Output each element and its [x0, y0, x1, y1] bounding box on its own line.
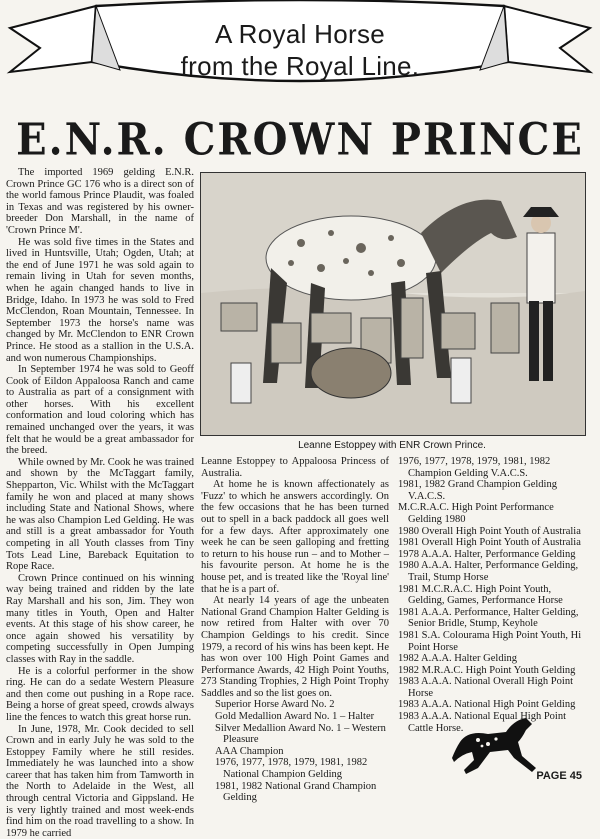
banner-text [0, 18, 600, 82]
list-item: 1981, 1982 Grand Champion Gelding V.A.C.S. [398, 479, 584, 502]
text-column-2 [201, 456, 389, 804]
list-item: 1980 A.A.A. Halter, Performance Gelding, Trail, Stump Horse [398, 560, 584, 583]
awards-list [398, 456, 584, 734]
list-item: 1981 M.C.R.A.C. High Point Youth, Gelding, Games, Performance Horse [398, 584, 584, 607]
list-item: 1983 A.A.A. National Overall High Point Horse [398, 676, 584, 699]
paragraph: While owned by Mr. Cook he was trained and shown by the McTaggart family, Shepparton, Vic. Whilst with the McTaggart family he won and placed at many shows including State and National Shows, where he was also Champion Led Gelding. He was and still is a great ambassador for Youth competing in all Youth classes from Tiny Tots Lead Line, Bareback Equitation to Rope Race. [6, 457, 194, 573]
banner-line-2: from the Royal Line. [0, 50, 600, 82]
photo-caption: Leanne Estoppey with ENR Crown Prince. [200, 440, 584, 451]
paragraph: In September 1974 he was sold to Geoff Cook of Eildon Appaloosa Ranch and came to Australia as part of a consignment with other horses. With his excellent conformation and loud coloring which has remained unchanged over the years, it was felt that he would be a great ambassador for the breed. [6, 364, 194, 457]
list-item: 1981 S.A. Colourama High Point Youth, Hi Point Horse [398, 630, 584, 653]
list-item: Silver Medallion Award No. 1 – Western Pleasure [201, 723, 389, 746]
list-item: AAA Champion [201, 746, 389, 758]
list-item: Gold Medallion Award No. 1 – Halter [201, 711, 389, 723]
paragraph: He is a colorful performer in the show ring. He can do a sedate Western Pleasure and then come out pushing in a Rope race. Being a horse of great speed, crowds always line the fences to watch this great horse run. [6, 666, 194, 724]
article-title: E.N.R. CROWN PRINCE [0, 114, 600, 166]
text-column-3 [398, 456, 584, 734]
list-item: 1982 M.R.A.C. High Point Youth Gelding [398, 665, 584, 677]
list-item: 1981 Overall High Point Youth of Australia [398, 537, 584, 549]
paragraph: He was sold five times in the States and lived in Huntsville, Utah; Ogden, Utah; at the end of June 1971 he was sold again to remain living in Utah for seven months, when he again changed hands to live in Bridge, Idaho. In 1973 he was sold to Fred McClendon, Roan Mountain, Tennessee. In September 1973 the horse's name was changed by Mr. McClendon to ENR Crown Prince. He stood as a stallion in the U.S.A. and won numerous Championships. [6, 237, 194, 365]
photo-illustration [201, 173, 585, 435]
list-item: 1980 Overall High Point Youth of Australia [398, 526, 584, 538]
list-item: 1982 A.A.A. Halter Gelding [398, 653, 584, 665]
list-item: 1976, 1977, 1978, 1979, 1981, 1982 Champion Gelding V.A.C.S. [398, 456, 584, 479]
text-column-1 [6, 167, 194, 839]
galloping-horse-icon [448, 712, 544, 782]
page-number: PAGE 45 [536, 770, 582, 782]
paragraph: Crown Prince continued on his winning way being trained and ridden by the late Ray Marshall and his son, Jim. They won many titles in Youth, Open and Halter events. At this stage of his show career, he once again showed his versatility by competing successfully in Open Jumping classes with Ray in the saddle. [6, 573, 194, 666]
list-item: 1981 A.A.A. Performance, Halter Gelding, Senior Bridle, Stump, Keyhole [398, 607, 584, 630]
paragraph: At home he is known affectionately as 'Fuzz' to which he answers accordingly. On the few occasions that he has been turned out to spell in a back paddock all goes well for a few days. After approximately one week he can be seen galloping and fretting to return to his house run – and to Mother – his favourite person. At home he is the house pet, and is treated like the 'Royal line' that he is a part of. [201, 479, 389, 595]
awards-list [201, 699, 389, 803]
list-item: 1981, 1982 National Grand Champion Gelding [201, 781, 389, 804]
list-item: 1978 A.A.A. Halter, Performance Gelding [398, 549, 584, 561]
list-item: 1976, 1977, 1978, 1979, 1981, 1982 National Champion Gelding [201, 757, 389, 780]
paragraph: The imported 1969 gelding E.N.R. Crown Prince GC 176 who is a direct son of the world famous Prince Plaudit, was foaled in Texas and was registered by his owner-breeder Don Marshall, in the name of 'Crown Prince M'. [6, 167, 194, 237]
list-item: 1983 A.A.A. National High Point Gelding [398, 699, 584, 711]
paragraph: In June, 1978, Mr. Cook decided to sell Crown and in early July he was sold to the Estoppey Family where he still resides. Immediately he was launched into a show career that has taken him from Tamworth in the North to Adelaide in the West, all through central Victoria and Gippsland. He is very lightly trained and most week-ends find him on the road travelling to a show. In 1979 he carried [6, 724, 194, 839]
paragraph: Leanne Estoppey to Appaloosa Princess of Australia. [201, 456, 389, 479]
list-item: Superior Horse Award No. 2 [201, 699, 389, 711]
list-item: 1983 A.A.A. National Equal High Point Cattle Horse. [398, 711, 584, 734]
horse-photo [200, 172, 586, 436]
banner-line-1: A Royal Horse [0, 18, 600, 50]
paragraph: At nearly 14 years of age the unbeaten National Grand Champion Halter Gelding is now retired from Halter with over 70 Champion Geldings to his credit. Since 1979, a record of his wins has been kept. He has won over 100 High Point Games and Performance Awards, 42 High Point Youths, 273 Standing Trophies, 2 High Point Trophy Saddles and so the list goes on. [201, 595, 389, 699]
list-item: M.C.R.A.C. High Point Performance Gelding 1980 [398, 502, 584, 525]
